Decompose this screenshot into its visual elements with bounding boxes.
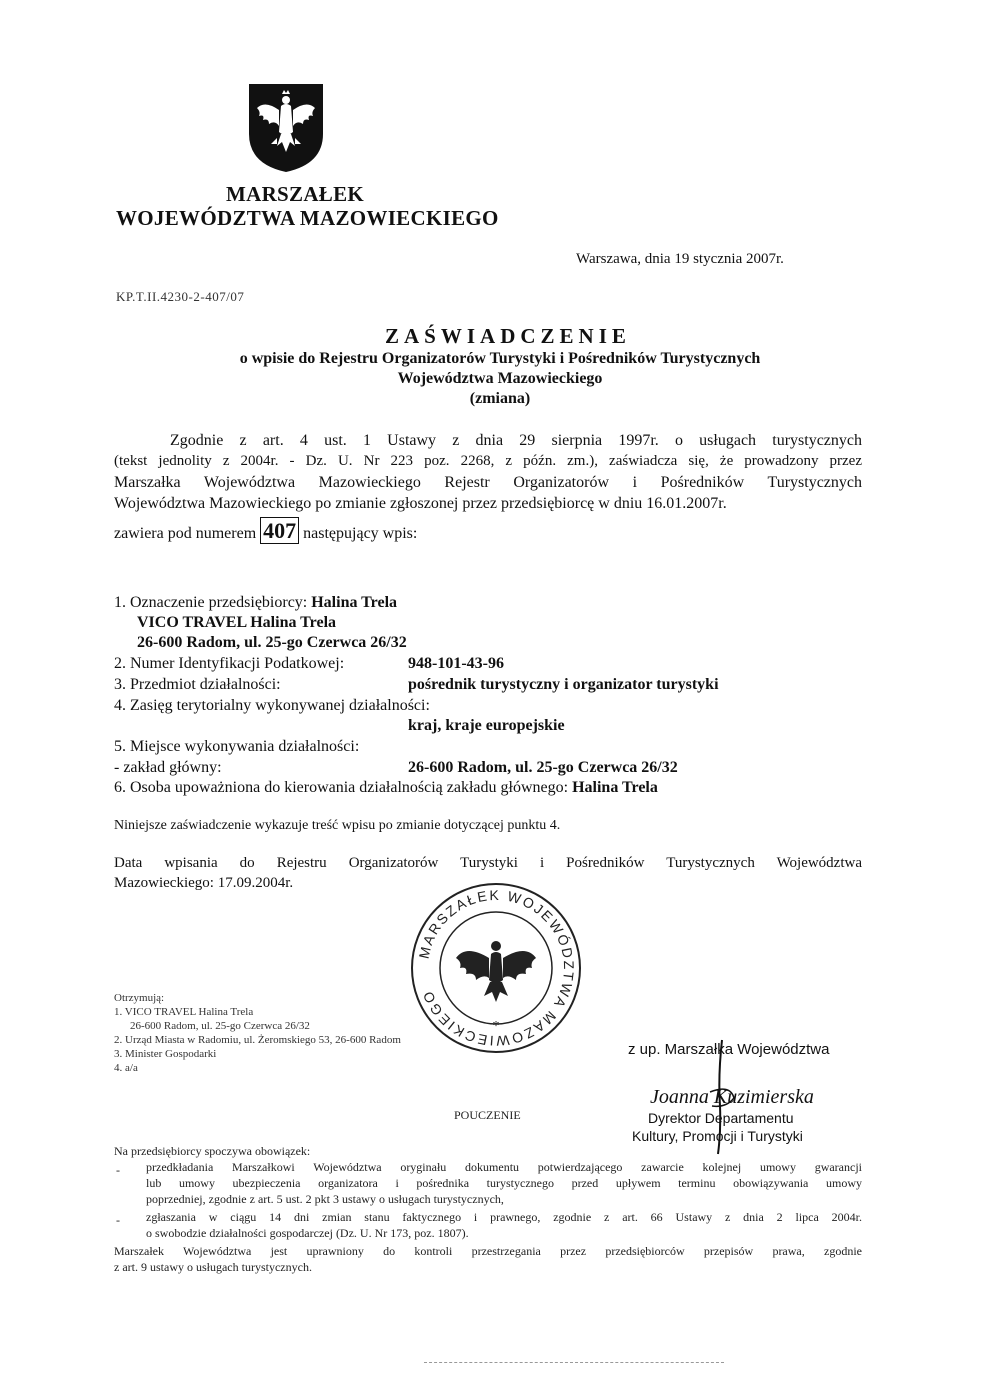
- instruction-intro: Na przedsiębiorcy spoczywa obowiązek:: [114, 1144, 311, 1158]
- registration-line-1: Data wpisania do Rejestru Organizatorów Turystyki i Pośredników Turystycznych Województwa: [114, 855, 862, 871]
- registration-line-2: Mazowieckiego: 17.09.2004r.: [114, 875, 294, 891]
- entry-1-line-2: VICO TRAVEL Halina Trela: [137, 614, 337, 631]
- body-line-4: Województwa Mazowieckiego po zmianie zgłoszonej przez przedsiębiorcę w dniu 16.01.2007r.: [114, 495, 727, 512]
- footer-line-1: Marszałek Województwa jest uprawniony do kontroli przestrzegania przez przedsiębiorców przepisów prawa, zgodnie: [114, 1244, 862, 1258]
- entry-number-suffix: następujący wpis:: [303, 525, 418, 542]
- coat-of-arms-emblem: [247, 82, 325, 174]
- document-subtitle-3: (zmiana): [469, 390, 531, 407]
- official-round-seal: [408, 880, 584, 1056]
- document-subtitle-1: o wpisie do Rejestru Organizatorów Turystyki i Pośredników Turystycznych: [239, 350, 761, 367]
- entry-5-value: 26-600 Radom, ul. 25-go Czerwca 26/32: [408, 759, 678, 776]
- signature-title-2: Kultury, Promocji i Turystyki: [632, 1128, 803, 1144]
- entry-4-label: 4. Zasięg terytorialny wykonywanej działalności:: [114, 697, 430, 714]
- bullet-2-line-2: o swobodzie działalności gospodarczej (Dz. U. Nr 173, poz. 1807).: [146, 1226, 469, 1240]
- entry-6-label-text: 6. Osoba upoważniona do kierowania działalnością zakładu głównego:: [114, 779, 569, 796]
- bullet-2-marker: -: [116, 1213, 120, 1227]
- entry-number-prefix: zawiera pod numerem: [114, 525, 257, 542]
- note-text: Niniejsze zaświadczenie wykazuje treść wpisu po zmianie dotyczącej punktu 4.: [114, 818, 561, 833]
- entry-3-value: pośrednik turystyczny i organizator turystyki: [408, 676, 719, 693]
- recipient-1: 1. VICO TRAVEL Halina Trela: [114, 1006, 254, 1018]
- entry-number-box: 407: [260, 517, 299, 544]
- entry-3-label: 3. Przedmiot działalności:: [114, 676, 281, 693]
- entry-4-value: kraj, kraje europejskie: [408, 717, 565, 734]
- entry-6-value: Halina Trela: [572, 779, 658, 796]
- entry-2-label: 2. Numer Identyfikacji Podatkowej:: [114, 655, 345, 672]
- recipient-3: 3. Minister Gospodarki: [114, 1048, 217, 1060]
- seal-ring-text: MARSZAŁEK WOJEWÓDZTWA MAZOWIECKIEGO: [415, 886, 578, 1050]
- signature-on-behalf: z up. Marszałka Województwa: [628, 1041, 830, 1058]
- document-title: ZAŚWIADCZENIE: [385, 324, 631, 348]
- signature-name: Joanna Kuzimierska: [650, 1086, 814, 1108]
- entry-number-line: [114, 520, 417, 544]
- place-date: Warszawa, dnia 19 stycznia 2007r.: [576, 251, 784, 267]
- bullet-1-marker: -: [116, 1163, 120, 1177]
- svg-text:*: *: [492, 1019, 500, 1034]
- recipient-4: 4. a/a: [114, 1062, 138, 1074]
- entry-1-label-text: 1. Oznaczenie przedsiębiorcy:: [114, 594, 308, 611]
- instruction-heading: POUCZENIE: [454, 1108, 521, 1122]
- bullet-1-line-2: lub umowy ubezpieczenia organizatora i pośrednika turystycznego przed upływem terminu obowiązywania umowy: [146, 1176, 862, 1190]
- entry-1-value: Halina Trela: [311, 594, 398, 611]
- body-line-1: Zgodnie z art. 4 ust. 1 Ustawy z dnia 29 sierpnia 1997r. o usługach turystycznych: [170, 432, 862, 449]
- recipients-heading: Otrzymują:: [114, 992, 165, 1004]
- entry-5-label: 5. Miejsce wykonywania działalności:: [114, 738, 360, 755]
- recipient-1-address: 26-600 Radom, ul. 25-go Czerwca 26/32: [130, 1020, 310, 1032]
- recipient-2: 2. Urząd Miasta w Radomiu, ul. Żeromskiego 53, 26-600 Radom: [114, 1034, 401, 1046]
- entry-5-sub-label: - zakład główny:: [114, 759, 222, 776]
- scan-artifact-line: [424, 1362, 724, 1363]
- footer-line-2: z art. 9 ustawy o usługach turystycznych.: [114, 1260, 312, 1274]
- document-subtitle-2: Województwa Mazowieckiego: [397, 370, 603, 387]
- signature-title-1: Dyrektor Departamentu: [648, 1110, 794, 1126]
- bullet-1-line-1: przedkładania Marszałkowi Województwa oryginału dokumentu potwierdzającego zawarcie kolejnej umowy gwarancji: [146, 1160, 862, 1174]
- entry-6-label: [114, 779, 658, 797]
- entry-1-line-3: 26-600 Radom, ul. 25-go Czerwca 26/32: [137, 634, 407, 651]
- reference-number: KP.T.II.4230-2-407/07: [116, 289, 245, 304]
- entry-1-label: [114, 594, 397, 612]
- issuer-title-line1: MARSZAŁEK: [226, 182, 365, 206]
- entry-2-value: 948-101-43-96: [408, 655, 504, 672]
- body-line-3: Marszałka Województwa Mazowieckiego Rejestr Organizatorów i Pośredników Turystycznych: [114, 474, 862, 491]
- bullet-1-line-3: poprzedniej, zgodnie z art. 5 ust. 2 pkt 3 ustawy o usługach turystycznych,: [146, 1192, 504, 1206]
- bullet-2-line-1: zgłaszania w ciągu 14 dni zmian stanu faktycznego i prawnego, zgodnie z art. 66 Ustawy z dnia 2 lipca 2004r.: [146, 1210, 862, 1224]
- issuer-title-line2: WOJEWÓDZTWA MAZOWIECKIEGO: [116, 206, 499, 230]
- body-line-2: (tekst jednolity z 2004r. - Dz. U. Nr 223 poz. 2268, z późn. zm.), zaświadcza się, że prowadzony przez: [114, 453, 862, 469]
